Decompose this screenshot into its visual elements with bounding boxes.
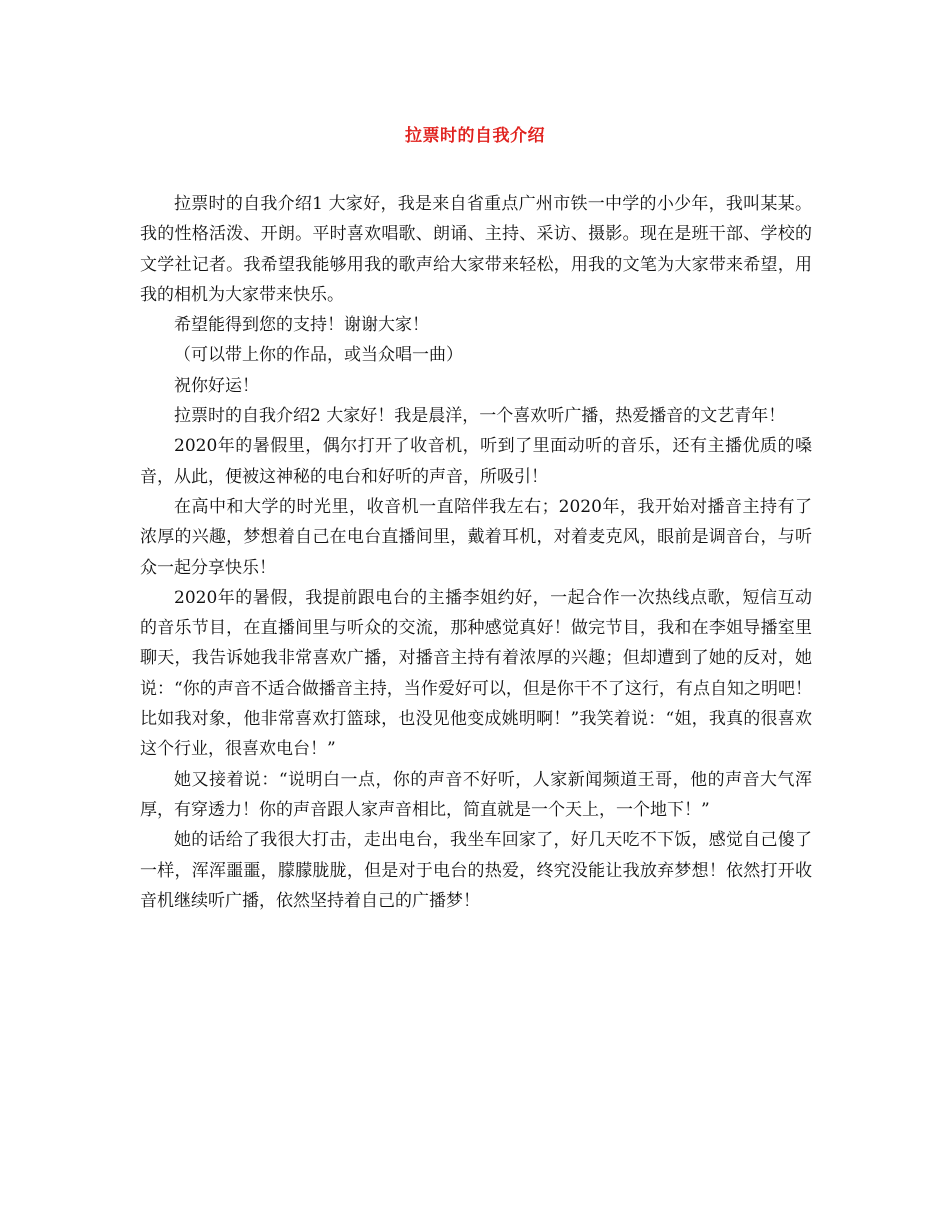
paragraph: 在高中和大学的时光里，收音机一直陪伴我左右；2020年，我开始对播音主持有了浓厚的兴趣，梦想着自己在电台直播间里，戴着耳机，对着麦克风，眼前是调音台，与听众一起分享快乐！ xyxy=(140,496,812,578)
paragraph: 拉票时的自我介绍2 大家好！我是晨洋，一个喜欢听广播，热爱播音的文艺青年！ xyxy=(174,406,786,427)
document-title: 拉票时的自我介绍 xyxy=(405,126,545,146)
paragraph: （可以带上你的作品，或当众唱一曲） xyxy=(174,345,463,366)
paragraph: 她又接着说：“说明白一点，你的声音不好听，人家新闻频道王哥，他的声音大气浑厚，有穿透力！你的声音跟人家声音相比，简直就是一个天上，一个地下！” xyxy=(140,769,812,820)
document-body xyxy=(140,189,812,916)
paragraph: 2020年的暑假，我提前跟电台的主播李姐约好，一起合作一次热线点歌，短信互动的音乐节目，在直播间里与听众的交流，那种感觉真好！做完节目，我和在李姐导播室里聊天，我告诉她我非常喜欢广播，对播音主持有着浓厚的兴趣；但却遭到了她的反对，她说：“你的声音不适合做播音主持，当作爱好可以，但是你干不了这行，有点自知之明吧！ 比如我对象，他非常喜欢打篮球，也没见他变成姚明啊！”我笑着说：“姐，我真的很喜欢这个行业，很喜欢电台！” xyxy=(140,587,812,760)
paragraph: 祝你好运！ xyxy=(174,375,259,396)
paragraph: 希望能得到您的支持！谢谢大家！ xyxy=(174,315,429,336)
paragraph: 拉票时的自我介绍1 大家好，我是来自省重点广州市铁一中学的小少年，我叫某某。我的性格活泼、开朗。平时喜欢唱歌、朗诵、主持、采访、摄影。现在是班干部、学校的文学社记者。我希望我能够用我的歌声给大家带来轻松，用我的文笔为大家带来希望，用我的相机为大家带来快乐。 xyxy=(140,194,812,305)
paragraph: 她的话给了我很大打击，走出电台，我坐车回家了，好几天吃不下饭，感觉自己傻了一样，浑浑噩噩，朦朦胧胧，但是对于电台的热爱，终究没能让我放弃梦想！依然打开收音机继续听广播，依然坚持着自己的广播梦！ xyxy=(140,830,812,911)
paragraph: 2020年的暑假里，偶尔打开了收音机，听到了里面动听的音乐，还有主播优质的嗓音，从此，便被这神秘的电台和好听的声音，所吸引！ xyxy=(140,436,812,487)
